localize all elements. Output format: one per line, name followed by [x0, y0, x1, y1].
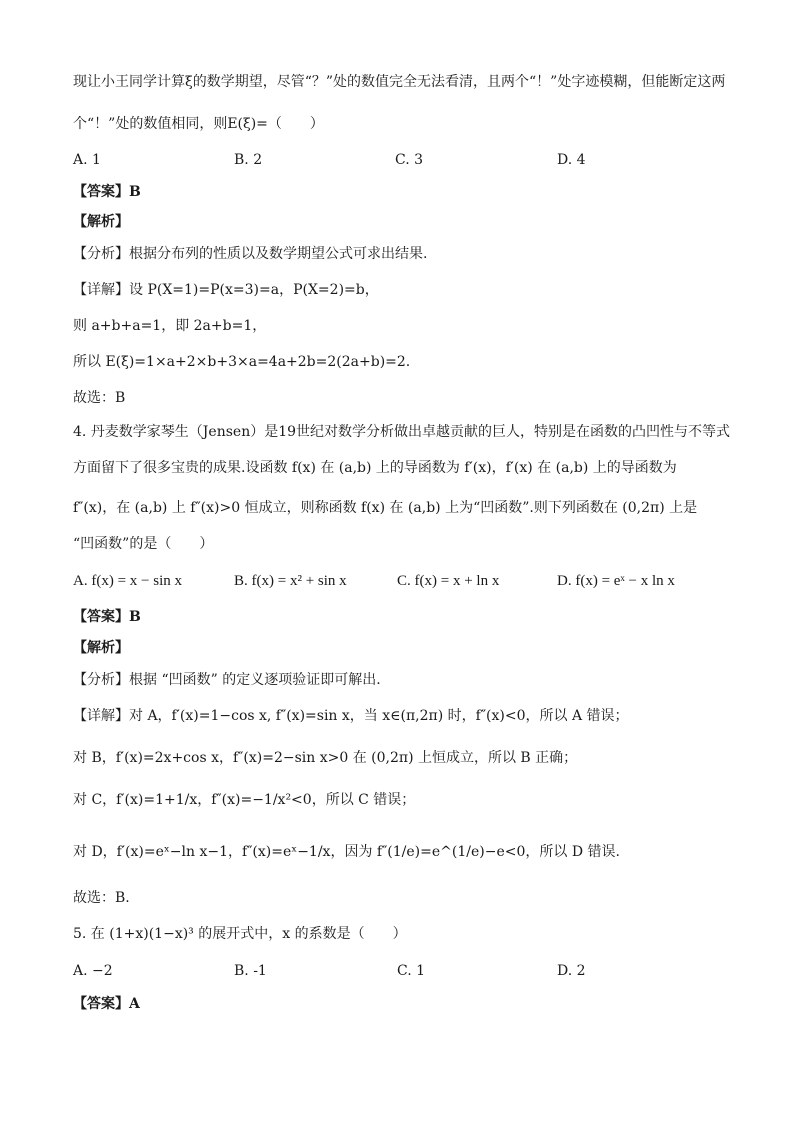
q4-option-c: C. f(x) = x + ln x [397, 573, 500, 589]
q4-stem-line-3: f″(x)，在 (a,b) 上 f″(x)>0 恒成立，则称函数 f(x) 在 (a,b) 上为“凹函数”.则下列函数在 (0,2π) 上是 [73, 500, 698, 516]
q4-analysis: 【分析】根据 “凹函数” 的定义逐项验证即可解出. [73, 672, 381, 688]
q4-detail-b: 对 B，f′(x)=2x+cos x，f″(x)=2−sin x>0 在 (0,2π) 上恒成立，所以 B 正确； [73, 750, 578, 766]
q4-analysis-heading: 【解析】 [73, 640, 129, 656]
q3-option-b: B. 2 [234, 152, 263, 168]
q3-stem-line-1: 现让小王同学计算ξ的数学期望，尽管“？”处的数值完全无法看清，且两个“！”处字迹模糊，但能断定这两 [73, 74, 726, 90]
q5-option-b: B. -1 [234, 963, 267, 979]
q5-stem-line-1: 5. 在 (1+x)(1−x)³ 的展开式中，x 的系数是（ ） [73, 926, 407, 942]
q3-analysis: 【分析】根据分布列的性质以及数学期望公式可求出结果. [73, 246, 428, 262]
q4-choice: 故选：B. [73, 890, 130, 906]
q3-option-d: D. 4 [557, 152, 586, 168]
q5-option-c: C. 1 [397, 963, 426, 979]
q4-stem-line-1: 4. 丹麦数学家琴生（Jensen）是19世纪对数学分析做出卓越贡献的巨人，特别是在函数的凸凹性与不等式 [73, 424, 731, 440]
q4-option-b: B. f(x) = x² + sin x [234, 573, 347, 589]
q4-detail-c: 对 C，f′(x)=1+1/x，f″(x)=−1/x²<0，所以 C 错误； [73, 792, 416, 808]
q4-option-d: D. f(x) = eˣ − x ln x [557, 573, 675, 589]
q3-detail-line-2: 则 a+b+a=1，即 2a+b=1， [73, 318, 267, 334]
q4-stem-line-4: “凹函数”的是（ ） [73, 536, 214, 552]
q3-option-c: C. 3 [395, 152, 424, 168]
q3-choice: 故选：B [73, 390, 126, 406]
q3-answer: 【答案】B [73, 184, 141, 200]
q4-detail-d: 对 D，f′(x)=eˣ−ln x−1，f″(x)=eˣ−1/x，因为 f″(1/e)=e^(1/e)−e<0，所以 D 错误. [73, 844, 620, 860]
q4-detail-a: 【详解】对 A，f′(x)=1−cos x, f″(x)=sin x，当 x∈(π,2π) 时，f″(x)<0，所以 A 错误； [73, 708, 629, 724]
q4-option-a: A. f(x) = x − sin x [73, 573, 182, 589]
q3-detail-line-1: 【详解】设 P(X=1)=P(x=3)=a，P(X=2)=b， [73, 282, 379, 298]
q5-option-d: D. 2 [557, 963, 586, 979]
q3-analysis-heading: 【解析】 [73, 214, 129, 230]
q4-answer: 【答案】B [73, 609, 141, 625]
q4-stem-line-2: 方面留下了很多宝贵的成果.设函数 f(x) 在 (a,b) 上的导函数为 f′(x)，f′(x) 在 (a,b) 上的导函数为 [73, 460, 677, 476]
q3-detail-line-3: 所以 E(ξ)=1×a+2×b+3×a=4a+2b=2(2a+b)=2. [73, 354, 411, 370]
q3-stem-line-2: 个“！”处的数值相同，则E(ξ)=（ ） [73, 116, 324, 132]
q3-option-a: A. 1 [73, 152, 101, 168]
q5-answer: 【答案】A [73, 996, 140, 1012]
q5-option-a: A. −2 [73, 963, 113, 979]
